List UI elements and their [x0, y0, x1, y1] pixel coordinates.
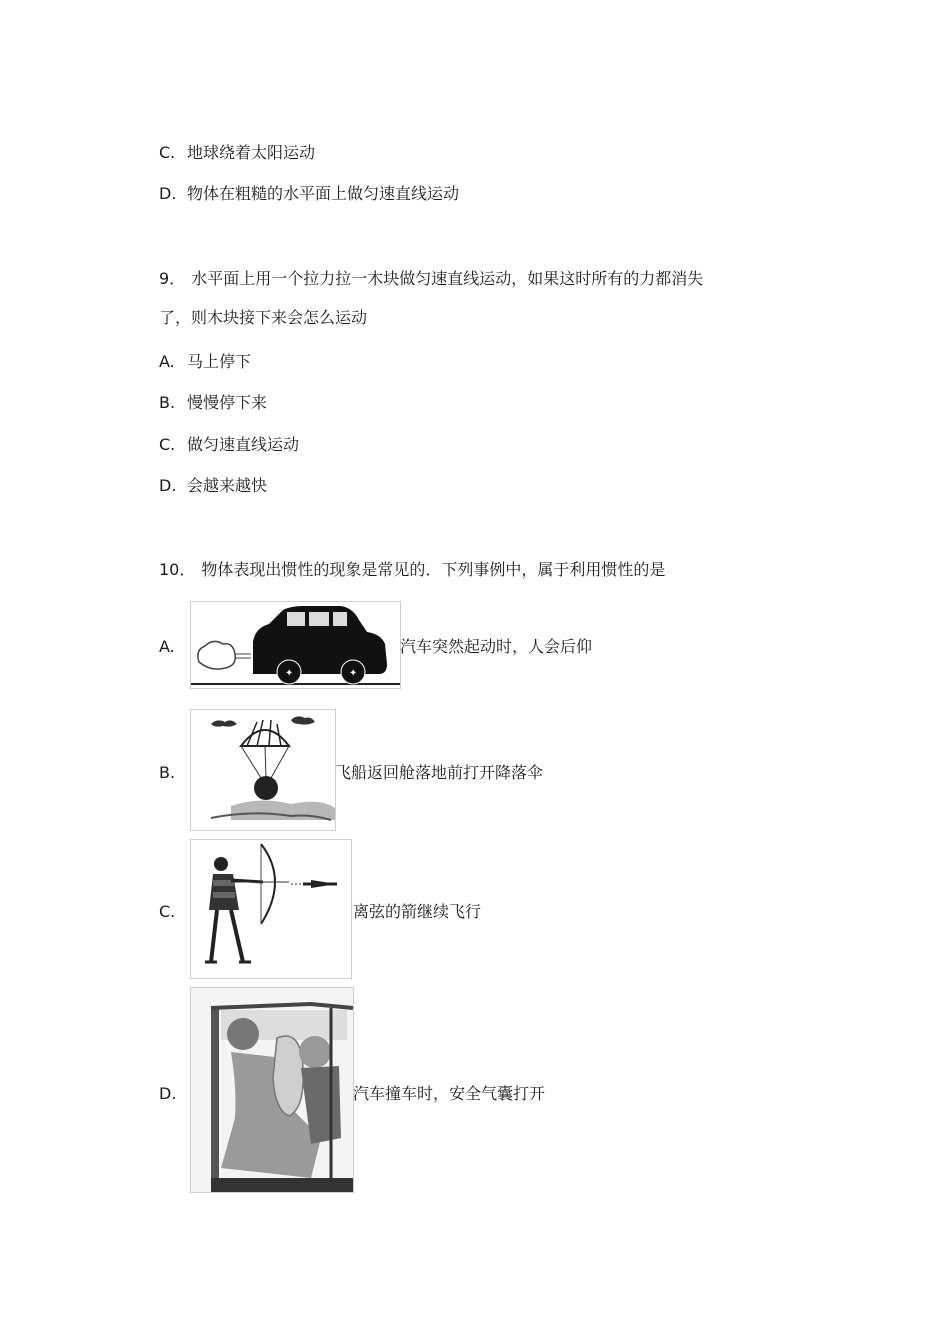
- q8-option-d: [159, 183, 459, 205]
- option-letter: C.: [159, 143, 176, 162]
- question-number: 9．: [159, 269, 186, 288]
- car-starting-image: [190, 601, 401, 689]
- option-letter: A.: [159, 352, 175, 371]
- option-letter: C.: [159, 902, 176, 921]
- option-letter: D.: [159, 184, 177, 203]
- option-c-caption: 离弦的箭继续飞行: [353, 902, 482, 921]
- option-b-caption: 飞船返回舱落地前打开降落伞: [335, 763, 544, 782]
- q9-option-d: [159, 475, 267, 497]
- option-letter: C.: [159, 435, 176, 454]
- question-number: 10．: [159, 560, 196, 579]
- airbag-crash-image: [190, 987, 354, 1193]
- q9-option-a: [159, 351, 251, 373]
- option-d-caption: 汽车撞车时，安全气囊打开: [353, 1084, 546, 1103]
- archer-icon: [191, 840, 351, 978]
- option-text: 马上停下: [187, 352, 252, 371]
- parachute-icon: [191, 710, 335, 830]
- option-text: 会越来越快: [187, 476, 268, 495]
- q9-option-c: [159, 434, 299, 456]
- option-text: 物体在粗糙的水平面上做匀速直线运动: [187, 184, 460, 203]
- parachute-image: [190, 709, 336, 831]
- q9-stem-line2: 了，则木块接下来会怎么运动: [159, 308, 368, 327]
- svg-text:✦: ✦: [349, 668, 358, 679]
- q9-stem-line1: [159, 268, 703, 290]
- option-letter: A.: [159, 637, 175, 656]
- question-stem: 水平面上用一个拉力拉一木块做匀速直线运动，如果这时所有的力都消失: [191, 269, 704, 288]
- archer-image: [190, 839, 352, 979]
- option-letter: B.: [159, 763, 176, 782]
- car-icon: [191, 602, 400, 688]
- option-a-caption: 汽车突然起动时，人会后仰: [400, 637, 593, 656]
- option-text: 慢慢停下来: [187, 393, 268, 412]
- q8-option-c: [159, 142, 315, 164]
- option-text: 地球绕着太阳运动: [187, 143, 316, 162]
- option-text: 做匀速直线运动: [187, 435, 300, 454]
- airbag-icon: [191, 988, 353, 1192]
- q9-option-b: [159, 392, 267, 414]
- option-letter: B.: [159, 393, 176, 412]
- svg-text:✦: ✦: [285, 668, 294, 679]
- option-letter: D.: [159, 476, 177, 495]
- question-stem: 物体表现出惯性的现象是常见的．下列事例中，属于利用惯性的是: [201, 560, 666, 579]
- option-letter: D.: [159, 1084, 177, 1103]
- q10-stem: [159, 559, 665, 581]
